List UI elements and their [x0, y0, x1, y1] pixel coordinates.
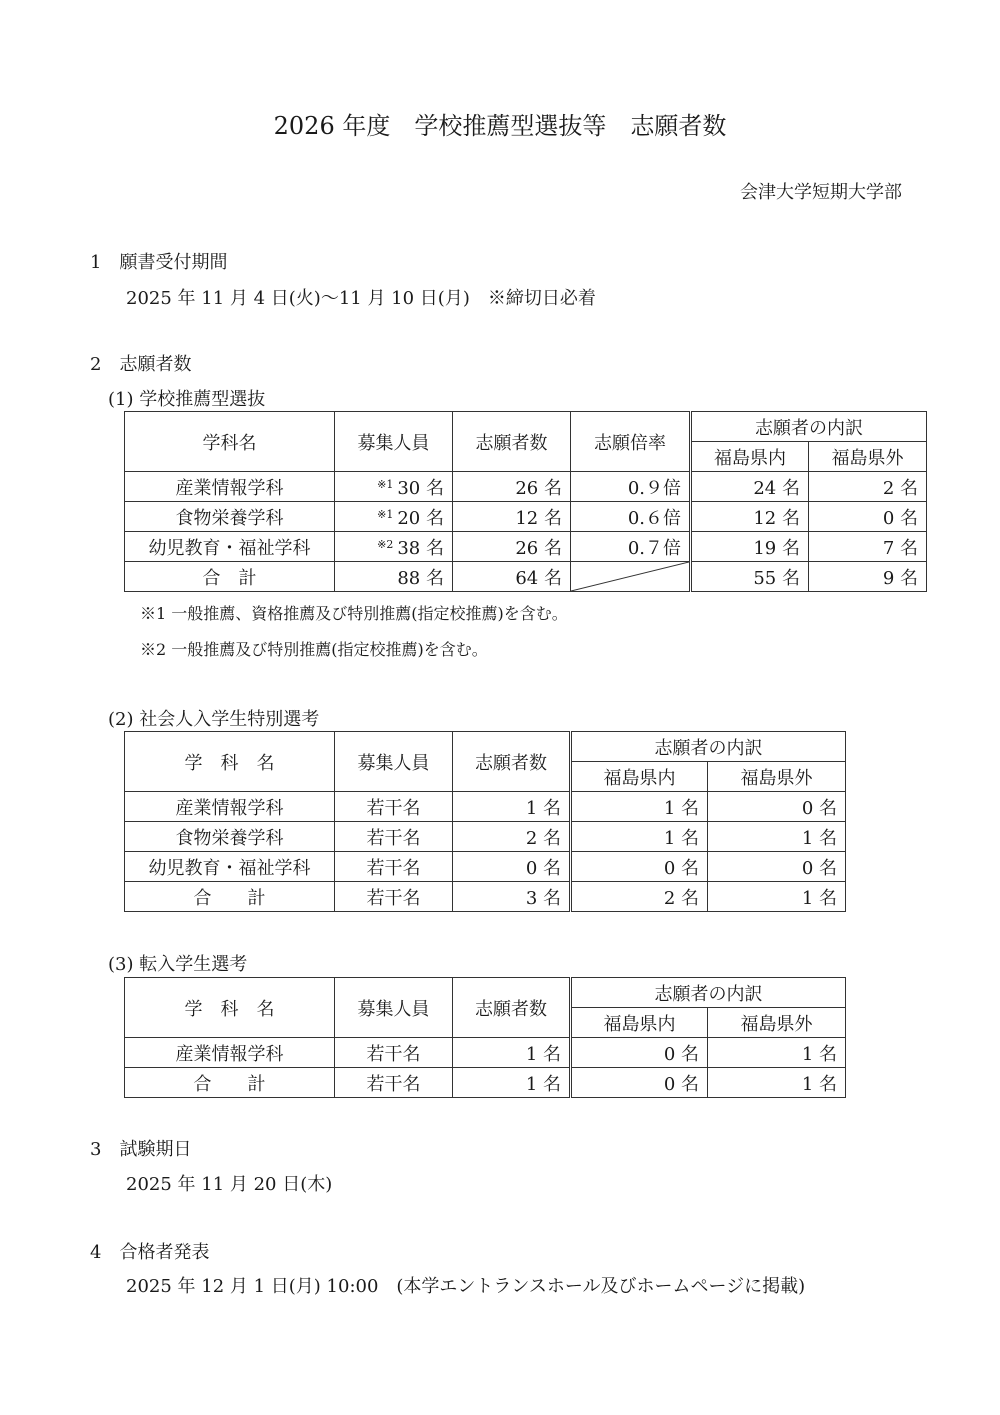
header-quota: 募集人員 [335, 412, 453, 472]
applicants-cell: 1 名 [453, 792, 571, 822]
applicants-cell: 0 名 [453, 852, 571, 882]
inside-cell: 19 名 [691, 532, 809, 562]
total-row [125, 562, 927, 592]
sub1-heading: (1) 学校推薦型選抜 [108, 389, 266, 410]
section1-heading: 1 願書受付期間 [90, 252, 228, 273]
header-dept: 学科名 [125, 412, 335, 472]
school-recommendation-table [124, 411, 927, 592]
total-applicants: 1 名 [453, 1068, 571, 1098]
total-inside: 2 名 [571, 882, 708, 912]
dept-cell: 幼児教育・福祉学科 [125, 852, 335, 882]
header-outside: 福島県外 [708, 1008, 846, 1038]
table-row [125, 792, 846, 822]
dept-cell: 産業情報学科 [125, 1038, 335, 1068]
table-row [125, 822, 846, 852]
ratio-cell: 0.７倍 [571, 532, 691, 562]
total-quota: 若干名 [335, 882, 453, 912]
total-inside: 0 名 [571, 1068, 708, 1098]
ratio-cell: 0.６倍 [571, 502, 691, 532]
table-row [125, 502, 927, 532]
header-applicants: 志願者数 [453, 412, 571, 472]
footnote-1: ※1 一般推薦、資格推薦及び特別推薦(指定校推薦)を含む。 [140, 604, 568, 623]
header-ratio: 志願倍率 [571, 412, 691, 472]
applicants-cell: 12 名 [453, 502, 571, 532]
outside-cell: 0 名 [708, 852, 846, 882]
total-quota: 若干名 [335, 1068, 453, 1098]
header-applicants: 志願者数 [453, 732, 571, 792]
table-row [125, 532, 927, 562]
total-inside: 55 名 [691, 562, 809, 592]
outside-cell: 2 名 [809, 472, 927, 502]
quota-cell: 若干名 [335, 822, 453, 852]
sub3-heading: (3) 転入学生選考 [108, 954, 248, 975]
inside-cell: 1 名 [571, 792, 708, 822]
header-inside: 福島県内 [571, 1008, 708, 1038]
inside-cell: 1 名 [571, 822, 708, 852]
dept-cell: 産業情報学科 [125, 792, 335, 822]
total-outside: 1 名 [708, 882, 846, 912]
header-applicants: 志願者数 [453, 978, 571, 1038]
total-outside: 1 名 [708, 1068, 846, 1098]
table-row [125, 472, 927, 502]
quota-value: 20 名 [397, 507, 444, 529]
footnote-2: ※2 一般推薦及び特別推薦(指定校推薦)を含む。 [140, 640, 488, 659]
quota-cell: 若干名 [335, 852, 453, 882]
total-label: 合 計 [125, 1068, 335, 1098]
dept-cell: 産業情報学科 [125, 472, 335, 502]
footnote-mark: ※1 [377, 507, 394, 521]
inside-cell: 0 名 [571, 1038, 708, 1068]
empty-diagonal-cell [571, 562, 691, 592]
section2-heading: 2 志願者数 [90, 354, 192, 375]
total-row [125, 882, 846, 912]
quota-cell [335, 532, 453, 562]
working-adult-table [124, 731, 846, 912]
total-outside: 9 名 [809, 562, 927, 592]
outside-cell: 0 名 [809, 502, 927, 532]
quota-value: 30 名 [397, 477, 444, 499]
header-breakdown: 志願者の内訳 [691, 412, 927, 442]
applicants-cell: 1 名 [453, 1038, 571, 1068]
outside-cell: 0 名 [708, 792, 846, 822]
header-quota: 募集人員 [335, 978, 453, 1038]
dept-cell: 幼児教育・福祉学科 [125, 532, 335, 562]
footnote-mark: ※1 [377, 477, 394, 491]
section3-text: 2025 年 11 月 20 日(木) [126, 1174, 333, 1195]
quota-cell: 若干名 [335, 792, 453, 822]
applicants-cell: 26 名 [453, 532, 571, 562]
total-label: 合 計 [125, 562, 335, 592]
transfer-table [124, 977, 846, 1098]
header-outside: 福島県外 [809, 442, 927, 472]
header-outside: 福島県外 [708, 762, 846, 792]
section1-text: 2025 年 11 月 4 日(火)～11 月 10 日(月) ※締切日必着 [126, 288, 596, 309]
header-dept: 学 科 名 [125, 978, 335, 1038]
quota-cell: 若干名 [335, 1038, 453, 1068]
footnote-mark: ※2 [377, 537, 394, 551]
header-breakdown: 志願者の内訳 [571, 978, 846, 1008]
organization-name: 会津大学短期大学部 [740, 182, 902, 203]
outside-cell: 1 名 [708, 822, 846, 852]
applicants-cell: 2 名 [453, 822, 571, 852]
inside-cell: 24 名 [691, 472, 809, 502]
inside-cell: 12 名 [691, 502, 809, 532]
header-inside: 福島県内 [691, 442, 809, 472]
header-quota: 募集人員 [335, 732, 453, 792]
header-dept: 学 科 名 [125, 732, 335, 792]
dept-cell: 食物栄養学科 [125, 502, 335, 532]
dept-cell: 食物栄養学科 [125, 822, 335, 852]
total-applicants: 3 名 [453, 882, 571, 912]
total-applicants: 64 名 [453, 562, 571, 592]
section3-heading: 3 試験期日 [90, 1139, 192, 1160]
total-row [125, 1068, 846, 1098]
table-row [125, 852, 846, 882]
quota-cell [335, 472, 453, 502]
header-breakdown: 志願者の内訳 [571, 732, 846, 762]
outside-cell: 1 名 [708, 1038, 846, 1068]
inside-cell: 0 名 [571, 852, 708, 882]
outside-cell: 7 名 [809, 532, 927, 562]
header-inside: 福島県内 [571, 762, 708, 792]
quota-value: 38 名 [397, 537, 444, 559]
total-label: 合 計 [125, 882, 335, 912]
page-title: 2026 年度 学校推薦型選抜等 志願者数 [273, 112, 727, 140]
diagonal-line [571, 562, 689, 591]
section4-text: 2025 年 12 月 1 日(月) 10:00 (本学エントランスホール及びホームページに掲載) [126, 1276, 806, 1297]
ratio-cell: 0.９倍 [571, 472, 691, 502]
applicants-cell: 26 名 [453, 472, 571, 502]
sub2-heading: (2) 社会人入学生特別選考 [108, 709, 320, 730]
table-row [125, 1038, 846, 1068]
section4-heading: 4 合格者発表 [90, 1242, 210, 1263]
quota-cell [335, 502, 453, 532]
total-quota: 88 名 [335, 562, 453, 592]
